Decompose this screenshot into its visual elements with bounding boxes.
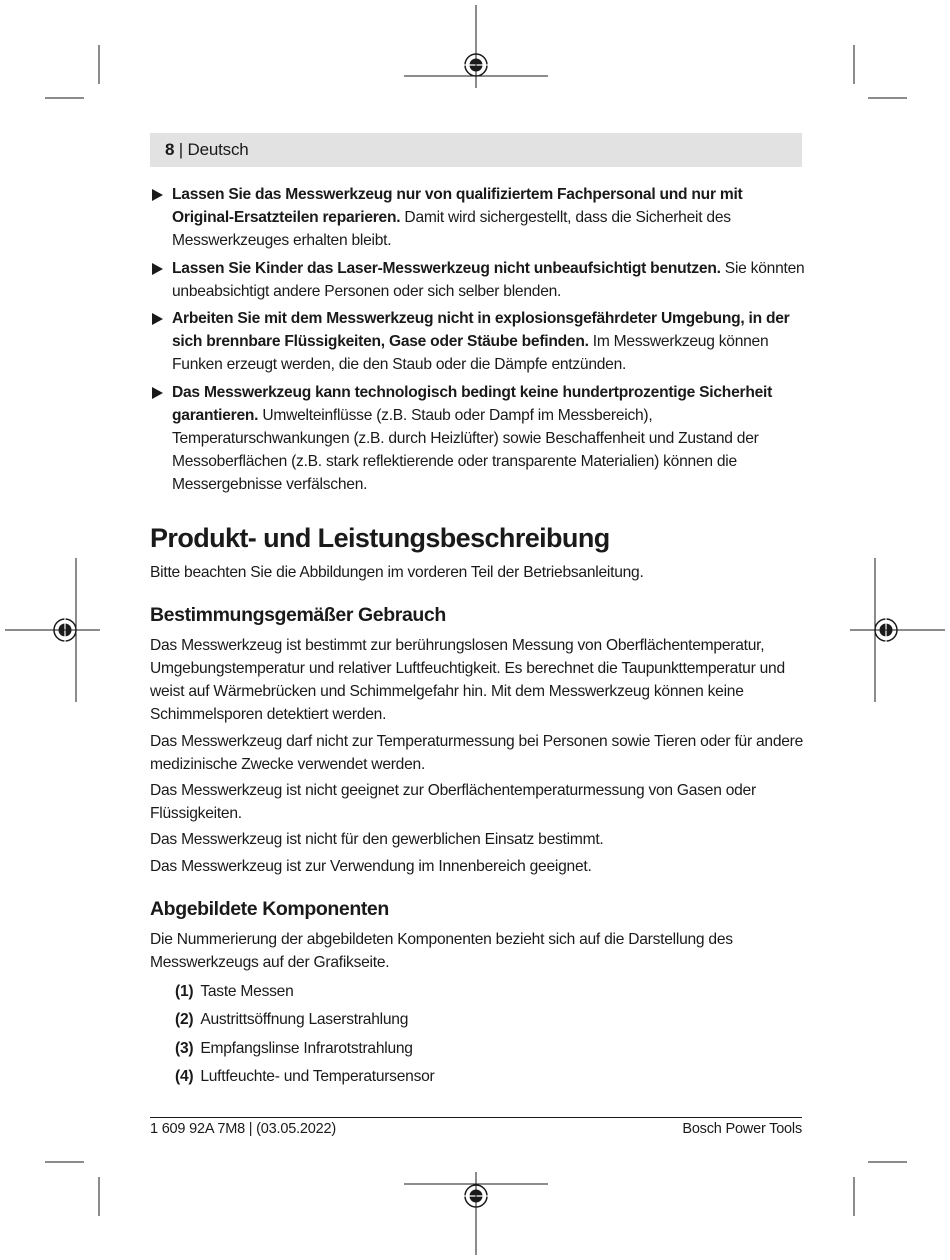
triangle-bullet-icon: [152, 189, 163, 201]
bullet-text: Umwelteinflüsse (z.B. Staub oder Dampf im Messbereich), Temperaturschwankungen (z.B. durch Heizlüfter) sowie Beschaffenheit und Zustand der Messoberflächen (z.B. stark reflektierende oder transparente Materialien) können die Messergebnisse verfälschen.: [172, 406, 759, 494]
bullet-text: Sie könnten unbeabsichtigt andere Personen oder sich selber blenden.: [172, 259, 805, 300]
component-label: Empfangslinse Infrarotstrahlung: [200, 1039, 413, 1057]
components-title: Abgebildete Komponenten: [150, 897, 389, 920]
page-content: [150, 183, 805, 1093]
registration-target-bottom-icon: [460, 1180, 492, 1212]
usage-paragraph: Das Messwerkzeug ist nicht für den gewerblichen Einsatz bestimmt.: [150, 831, 604, 849]
header-separator: |: [174, 140, 188, 159]
bullet-bold-text: Lassen Sie das Messwerkzeug nur von qualifiziertem Fachpersonal und nur mit Original-Ersatzteilen reparieren.: [172, 186, 743, 227]
component-number: (2): [175, 1011, 194, 1029]
component-number: (1): [175, 983, 194, 1001]
safety-bullet: [150, 307, 805, 377]
section-title: Produkt- und Leistungsbeschreibung: [150, 522, 610, 553]
bullet-bold-text: Das Messwerkzeug kann technologisch bedingt keine hundertprozentige Sicherheit garantieren.: [172, 383, 773, 424]
page-header: [150, 133, 802, 167]
usage-paragraph: Das Messwerkzeug darf nicht zur Temperaturmessung bei Personen sowie Tieren oder für andere medizinische Zwecke verwendet werden.: [150, 732, 804, 773]
safety-bullet: [150, 381, 805, 497]
component-item: [175, 1008, 805, 1031]
bullet-text: Im Messwerkzeug können Funken erzeugt werden, die den Staub oder die Dämpfe entzünden.: [172, 333, 769, 374]
page-footer: [150, 1117, 802, 1137]
triangle-bullet-icon: [152, 387, 163, 399]
bullet-text: Damit wird sichergestellt, dass die Sicherheit des Messwerkzeuges erhalten bleibt.: [172, 209, 731, 250]
usage-title: Bestimmungsgemäßer Gebrauch: [150, 603, 446, 626]
component-item: [175, 1037, 805, 1060]
safety-bullet: [150, 183, 805, 253]
footer-doc-id: 1 609 92A 7M8 | (03.05.2022): [150, 1121, 337, 1137]
bullet-bold-text: Lassen Sie Kinder das Laser-Messwerkzeug nicht unbeaufsichtigt benutzen.: [172, 259, 721, 277]
section-intro: Bitte beachten Sie die Abbildungen im vorderen Teil der Betriebsanleitung.: [150, 563, 644, 581]
component-item: [175, 980, 805, 1003]
safety-bullet: [150, 257, 805, 303]
component-label: Luftfeuchte- und Temperatursensor: [200, 1067, 435, 1085]
triangle-bullet-icon: [152, 313, 163, 325]
component-item: [175, 1065, 805, 1088]
triangle-bullet-icon: [152, 263, 163, 275]
bullet-bold-text: Arbeiten Sie mit dem Messwerkzeug nicht in explosionsgefährdeter Umgebung, in der sich brennbare Flüssigkeiten, Gase oder Stäube befinden.: [172, 310, 790, 351]
usage-paragraph: Das Messwerkzeug ist bestimmt zur berührungslosen Messung von Oberflächentemperatur, Umgebungstemperatur und relativer Luftfeuchtigkeit. Es berechnet die Taupunkttemperatur und weist auf Wärmebrücken und Schimmelgefahr hin. Mit dem Messwerkzeug können keine Schimmelsporen detektiert werden.: [150, 636, 785, 724]
component-label: Taste Messen: [200, 983, 294, 1001]
header-language: Deutsch: [187, 140, 249, 159]
usage-paragraph: Das Messwerkzeug ist zur Verwendung im Innenbereich geeignet.: [150, 857, 592, 875]
component-number: (3): [175, 1039, 194, 1057]
usage-paragraph: Das Messwerkzeug ist nicht geeignet zur Oberflächentemperaturmessung von Gasen oder Flüssigkeiten.: [150, 782, 756, 823]
page-number: 8: [165, 140, 175, 159]
component-number: (4): [175, 1067, 194, 1085]
component-label: Austrittsöffnung Laserstrahlung: [200, 1011, 409, 1029]
components-intro: Die Nummerierung der abgebildeten Komponenten bezieht sich auf die Darstellung des Messwerkzeugs auf der Grafikseite.: [150, 930, 733, 972]
footer-brand: Bosch Power Tools: [682, 1121, 802, 1137]
